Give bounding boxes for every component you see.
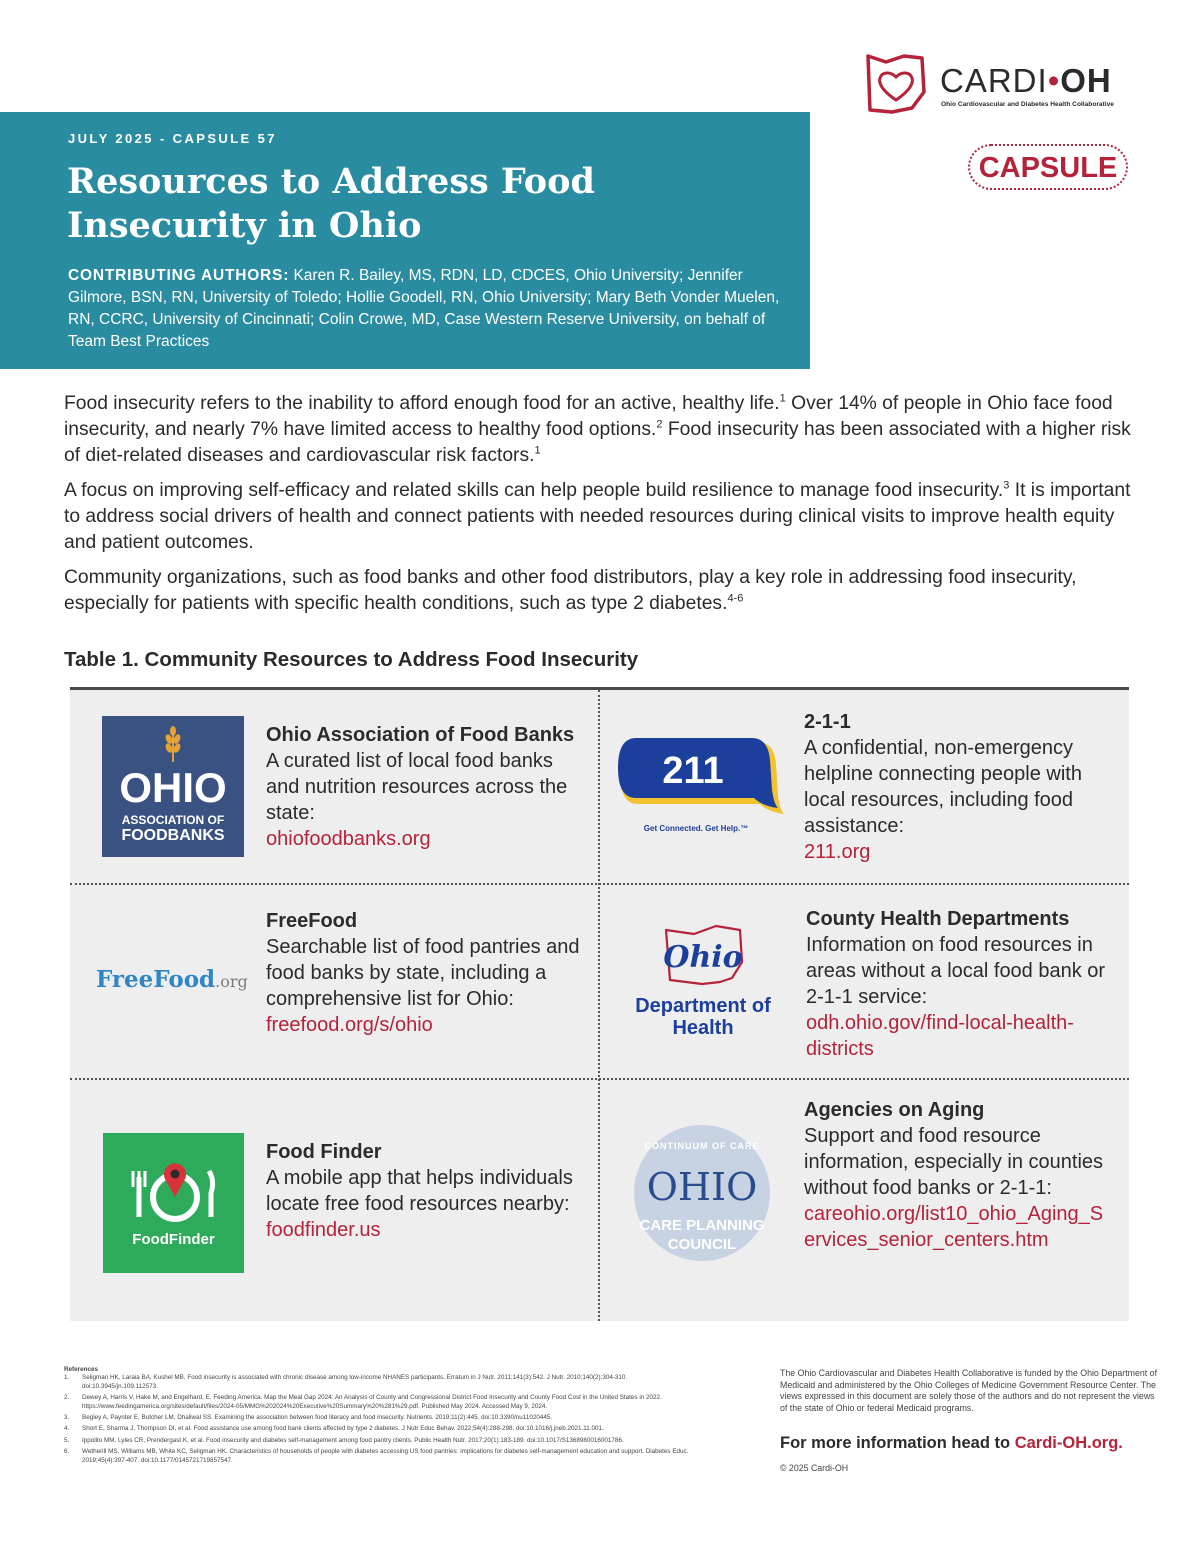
freefood-logo-text: FreeFood (96, 966, 216, 993)
resource-freefood (266, 908, 586, 1038)
resource-food-finder (266, 1139, 586, 1243)
foodfinder-logo (103, 1133, 244, 1273)
intro-paragraph-1: Food insecurity refers to the inability to afford enough food for an active, healthy life.$^1$ Over 14% of people in Ohio face food insecurity, and nearly 7% have limited access to healthy food options.$^2$ Food insecurity has been associated with a higher risk of diet-related diseases and cardiovascular risk factors.$^1$ (64, 392, 1131, 466)
foodbanks-logo-line3: FOODBANKS (121, 827, 225, 844)
resource-link-careohio[interactable]: careohio.org/list10_ohio_Aging_Services_senior_centers.htm (804, 1203, 1104, 1251)
resource-name: 2-1-1 (804, 711, 851, 733)
capsule-badge: CAPSULE (968, 144, 1128, 190)
reference-item: 4. Short E, Sharma J, Thompson DI, et al. Food assistance use among food bank clients affected by type 2 diabetes. J Nutr Educ Behav. 2022;54(4):288-298. doi:10.1016/j.jneb.2021.11.001. (64, 1425, 604, 1433)
brand-name-part1: CARDI (940, 62, 1048, 99)
cardi-oh-ohio-heart-logo-icon (864, 52, 932, 116)
title-line-2: Insecurity in Ohio (67, 205, 422, 246)
resource-link-odh[interactable]: odh.ohio.gov/find-local-health-districts (806, 1012, 1074, 1060)
cardi-oh-link[interactable]: Cardi-OH.org. (1014, 1434, 1123, 1452)
reference-item: 5. Ippolito MM, Lyles CR, Prendergast K, et al. Food insecurity and diabetes self-management among food pantry clients. Public Health Nutr. 2017;20(1):183-189. doi:10.1017/S1368980016001786. (64, 1436, 624, 1444)
ohio-foodbanks-logo (102, 716, 244, 857)
211-logo (618, 734, 784, 844)
resource-description: Information on food resources in areas without a local food bank or 2-1-1 service: (806, 934, 1106, 1008)
reference-item: 6. Wetherill MS, Williams MB, White KC, Seligman HK. Characteristics of households of people with diabetes accessing US food pantries: implications for diabetes self-management education and support. Diabetes Educ. 2019;45(4):397-407. doi:10.1177/0145721719857547. (64, 1448, 689, 1464)
capsule-date-line: JULY 2025 - CAPSULE 57 (68, 131, 277, 146)
wheat-icon (163, 726, 183, 762)
resource-name: FreeFood (266, 910, 358, 932)
reference-item: 1. Seligman HK, Laraia BA, Kushel MB. Food insecurity is associated with chronic disease among low-income NHANES participants. Erratum in J Nutr. 2011;141(3):542. J Nutr. 2010;140(2):304-310. doi:10.3945/jn.109.112573. (64, 1374, 628, 1390)
foodbanks-logo-ohio: OHIO (119, 764, 227, 811)
resource-name: Food Finder (266, 1141, 382, 1163)
care-planning-council-logo (634, 1125, 770, 1261)
resource-description: A confidential, non-emergency helpline connecting people with local resources, including food assistance: (804, 737, 1082, 837)
table-row-divider-1 (70, 883, 1129, 885)
resource-link-211[interactable]: 211.org (804, 841, 871, 863)
resource-211 (804, 709, 1114, 865)
brand-subtitle: Ohio Cardiovascular and Diabetes Health Collaborative (941, 101, 1114, 108)
211-logo-number: 211 (662, 750, 724, 792)
cpc-logo-line4: COUNCIL (667, 1236, 737, 1253)
references (64, 1366, 704, 1468)
foodbanks-logo-line2: ASSOCIATION OF (121, 813, 225, 827)
brand-name-part2: OH (1060, 62, 1112, 99)
fork-plate-knife-pin-icon (103, 1147, 244, 1237)
211-logo-tagline: Get Connected. Get Help.™ (643, 824, 749, 833)
resource-name: County Health Departments (806, 908, 1070, 930)
intro-paragraph-2: A focus on improving self-efficacy and related skills can help people build resilience to manage food insecurity.$^3$ It is important to address social drivers of health and connect patients with needed resources during clinical visits to improve health equity and patient outcomes. (64, 479, 1131, 553)
cpc-logo-ohio: OHIO (646, 1165, 758, 1209)
intro-paragraph-3: Community organizations, such as food banks and other food distributors, play a key role in addressing food insecurity, especially for patients with specific health conditions, such as type 2 diabetes.$^{4-6}$ (64, 567, 1077, 614)
cpc-logo-line3: CARE PLANNING (639, 1217, 765, 1234)
copyright: © 2025 Cardi-OH (780, 1463, 849, 1473)
reference-item: 3. Begley A, Paynter E, Butcher LM, Dhaliwal SS. Examining the association between food literacy and food insecurity. Nutrients. 2019;11(2):445. doi:10.3390/nu11020445. (64, 1414, 553, 1422)
resource-name: Agencies on Aging (804, 1099, 985, 1121)
cpc-logo-arc-text: CONTINUUM OF CARE (644, 1141, 760, 1151)
reference-item: 2. Dewey A, Harris V, Hake M, and Engelhard, E. Feeding America. Map the Meal Gap 2024: An Analysis of County and Congressional District Food Insecurity and County Food Cost in the United States in 2022. https://www.feedingamerica.org/sites/default/files/2024-05/MMG%202024%20Executive%20Summary%20%281%29.pdf. Published May 2024. Accessed May 9, 2024. (64, 1394, 662, 1410)
odh-logo-line3: Health (672, 1017, 734, 1039)
authors-text: Karen R. Bailey, MS, RDN, LD, CDCES, Ohio University; Jennifer Gilmore, BSN, RN, University of Toledo; Hollie Goodell, RN, Ohio University; Mary Beth Vonder Muelen, RN, CCRC, University of Cincinnati; Colin Crowe, MD, Case Western Reserve University, on behalf of Team Best Practices (68, 267, 780, 350)
contributing-authors (68, 265, 788, 353)
more-info (780, 1434, 1123, 1453)
resource-county-health-departments (806, 906, 1116, 1062)
resource-ohio-foodbanks (266, 722, 591, 852)
resource-link-freefood[interactable]: freefood.org/s/ohio (266, 1014, 433, 1036)
table-vertical-divider (598, 690, 600, 1321)
odh-logo-ohio-script: Ohio (663, 940, 743, 975)
brand-name (940, 62, 1112, 100)
resource-agencies-on-aging (804, 1097, 1104, 1253)
freefood-logo (96, 966, 248, 993)
resource-description: Support and food resource information, especially in counties without food banks or 2-1-1: (804, 1125, 1104, 1199)
resource-description: Searchable list of food pantries and food banks by state, including a comprehensive list for Ohio: (266, 936, 580, 1010)
resource-description: A mobile app that helps individuals locate free food resources nearby: (266, 1167, 573, 1215)
brand-dot: • (1047, 62, 1061, 99)
foodfinder-logo-text: FoodFinder (132, 1231, 215, 1248)
title-line-1: Resources to Address Food (67, 161, 595, 202)
authors-label: CONTRIBUTING AUTHORS: (68, 267, 290, 284)
table-row-divider-2 (70, 1078, 1129, 1080)
resource-link-ohiofoodbanks[interactable]: ohiofoodbanks.org (266, 828, 431, 850)
resource-name: Ohio Association of Food Banks (266, 724, 575, 746)
table-caption: Table 1. Community Resources to Address Food Insecurity (64, 648, 639, 671)
resource-description: A curated list of local food banks and nutrition resources across the state: (266, 750, 568, 824)
ohio-department-of-health-logo (618, 924, 788, 1039)
funding-statement: The Ohio Cardiovascular and Diabetes Health Collaborative is funded by the Ohio Department of Medicaid and administered by the Ohio Colleges of Medicine Government Resource Center. The views expressed in this document are solely those of the authors and do not represent the views of the state of Ohio or federal Medicaid programs. (780, 1368, 1158, 1413)
resource-link-foodfinder[interactable]: foodfinder.us (266, 1219, 381, 1241)
page-title (67, 160, 767, 248)
freefood-logo-domain: .org (215, 972, 248, 991)
references-heading: References (64, 1366, 98, 1373)
odh-logo-line2: Department of (635, 995, 771, 1017)
more-info-text: For more information head to (780, 1434, 1015, 1452)
